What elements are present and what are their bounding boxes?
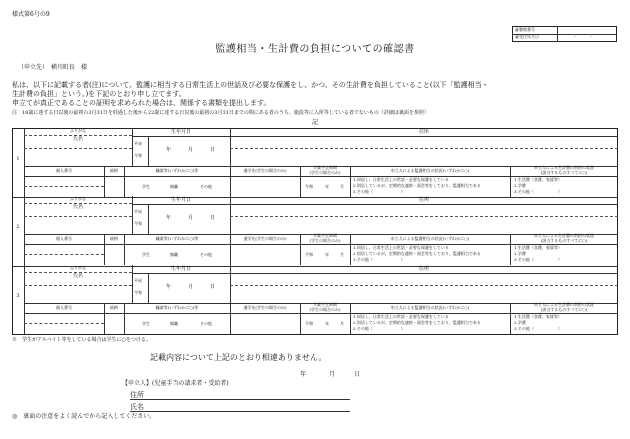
- relation-label: 続柄: [110, 235, 118, 241]
- name-label: 氏名: [72, 204, 83, 210]
- row-number: 1: [16, 156, 20, 162]
- date-day: 日: [354, 371, 361, 378]
- confirm-statement: 記載内容について上記のとおり相違ありません。: [150, 353, 327, 362]
- grad-reiwa: 令和: [305, 183, 313, 189]
- burden-option-1[interactable]: 1.生活費（食費、家賃等）: [514, 244, 562, 250]
- birthdate-label: 生年月日: [170, 197, 191, 203]
- birth-year-unit: 年: [166, 284, 172, 290]
- addressee: （申立先） 横川町長 様: [18, 64, 88, 71]
- grad-reiwa: 令和: [305, 251, 313, 257]
- burden-option-1[interactable]: 1.生活費（食費、家賃等）: [514, 176, 562, 182]
- grad-month-unit: 月: [340, 320, 344, 326]
- era-heisei: 平成: [134, 140, 142, 146]
- birth-month-unit: 月: [188, 215, 194, 221]
- era-reiwa: 令和: [134, 152, 142, 158]
- row-number: 2: [16, 224, 20, 230]
- furigana-label: ふりがな: [70, 128, 86, 134]
- burden-label: 申立人による生計費の負担の状況 (該当するものすべてに○): [534, 302, 594, 312]
- occupation-unemployed[interactable]: 無職: [170, 320, 178, 326]
- occupation-label: 職業等(いずれかに○)等: [155, 304, 199, 310]
- grad-month-unit: 月: [340, 251, 344, 257]
- era-heisei: 平成: [134, 277, 142, 283]
- graduation-label: 卒業予定時期 (学生の場合のみ): [309, 165, 341, 175]
- name-label: 氏名: [72, 136, 83, 142]
- custody-option-2[interactable]: 2.別居しているが、定期的な連絡・面会等をしており、監護相当である: [353, 319, 481, 325]
- grad-year-unit: 年: [325, 320, 329, 326]
- furigana-label: ふりがな: [70, 265, 86, 271]
- occupation-label: 職業等(いずれかに○)等: [155, 235, 199, 241]
- occupation-student[interactable]: 学生: [142, 251, 150, 257]
- office-date-marks: ・ ・: [573, 34, 593, 39]
- birth-day-unit: 日: [210, 147, 216, 153]
- applicant-address-field[interactable]: [130, 391, 350, 400]
- grad-reiwa: 令和: [305, 320, 313, 326]
- burden-option-2[interactable]: 2.学費: [514, 182, 526, 188]
- custody-option-3[interactable]: 3.その他（ ）: [353, 325, 405, 331]
- burden-option-3[interactable]: 3.その他（ ）: [514, 188, 562, 194]
- grad-month-unit: 月: [340, 183, 344, 189]
- era-heisei: 平成: [134, 208, 142, 214]
- birth-year-unit: 年: [166, 215, 172, 221]
- birth-year-unit: 年: [166, 147, 172, 153]
- date-month: 月: [329, 371, 336, 378]
- applicant-address-label: 住所: [130, 391, 144, 399]
- custody-option-2[interactable]: 2.別居しているが、定期的な連絡・面会等をしており、監護相当である: [353, 250, 481, 256]
- applicant-name-label: 氏名: [130, 403, 144, 411]
- burden-option-1[interactable]: 1.生活費（食費、家賃等）: [514, 313, 562, 319]
- birth-day-unit: 日: [210, 215, 216, 221]
- burden-label: 申立人による生計費の負担の状況 (該当するものすべてに○): [534, 233, 594, 243]
- custody-label: 申立人による監護相当の状況(いずれかに○): [390, 235, 470, 241]
- custody-option-3[interactable]: 3.その他（ ）: [353, 256, 405, 262]
- occupation-label: 職業等(いずれかに○)等: [155, 167, 199, 173]
- person-block: [12, 265, 618, 334]
- form-code: 様式第6号の9: [12, 11, 50, 18]
- personal-number-label: 個人番号: [56, 167, 72, 173]
- occupation-unemployed[interactable]: 無職: [170, 251, 178, 257]
- school-label: 通学先(学生の場合のみ): [243, 304, 287, 310]
- footer-note: ◎ 裏面の注意をよく読んでから記入してください。: [12, 413, 156, 420]
- custody-option-1[interactable]: 1.同居し、日常生活上の世話・必要な保護をしている: [353, 244, 449, 250]
- office-date-label: 審受付年月日: [515, 34, 539, 39]
- burden-option-3[interactable]: 3.その他（ ）: [514, 325, 562, 331]
- birth-month-unit: 月: [188, 284, 194, 290]
- applicant-name-field[interactable]: [130, 403, 350, 412]
- personal-number-label: 個人番号: [56, 235, 72, 241]
- ki-mark: 記: [312, 119, 319, 126]
- custody-label: 申立人による監護相当の状況(いずれかに○): [390, 304, 470, 310]
- relation-label: 続柄: [110, 167, 118, 173]
- page-title: 監護相当・生計費の負担についての確認書: [215, 44, 415, 55]
- grad-year-unit: 年: [325, 183, 329, 189]
- custody-option-2[interactable]: 2.別居しているが、定期的な連絡・面会等をしており、監護相当である: [353, 182, 481, 188]
- relation-label: 続柄: [110, 304, 118, 310]
- era-reiwa: 令和: [134, 289, 142, 295]
- birth-day-unit: 日: [210, 284, 216, 290]
- name-label: 氏名: [72, 273, 83, 279]
- birthdate-label: 生年月日: [170, 129, 191, 135]
- school-label: 通学先(学生の場合のみ): [243, 167, 287, 173]
- intro-line-3: 申立てが真正であることの証明を求められた場合は、関係する書類を提出します。: [12, 99, 271, 107]
- address-label: 住所: [418, 197, 429, 203]
- burden-option-2[interactable]: 2.学費: [514, 319, 526, 325]
- intro-line-1: 私は、以下に記載する者(注)について、監護に相当する日常生活上の世話及び必要な保護をし、かつ、その生計費を負担していること(以下「監護相当・: [12, 81, 489, 89]
- office-number-label: 審整理番号: [515, 27, 535, 32]
- office-use-box: [512, 26, 617, 42]
- school-label: 通学先(学生の場合のみ): [243, 235, 287, 241]
- person-block: [12, 196, 618, 265]
- address-label: 住所: [418, 129, 429, 135]
- applicant-label: 【申立人】(児童手当の請求者・受給者): [122, 380, 229, 387]
- occupation-student[interactable]: 学生: [142, 320, 150, 326]
- custody-label: 申立人による監護相当の状況(いずれかに○): [390, 167, 470, 173]
- occupation-student[interactable]: 学生: [142, 183, 150, 189]
- custody-option-1[interactable]: 1.同居し、日常生活上の世話・必要な保護をしている: [353, 176, 449, 182]
- occupation-other[interactable]: その他: [200, 320, 212, 326]
- era-reiwa: 令和: [134, 220, 142, 226]
- occupation-unemployed[interactable]: 無職: [170, 183, 178, 189]
- occupation-other[interactable]: その他: [200, 251, 212, 257]
- date-year: 年: [300, 371, 307, 378]
- birth-month-unit: 月: [188, 147, 194, 153]
- custody-option-3[interactable]: 3.その他（ ）: [353, 188, 405, 194]
- occupation-other[interactable]: その他: [200, 183, 212, 189]
- row-number: 3: [16, 293, 20, 299]
- personal-number-label: 個人番号: [56, 304, 72, 310]
- address-label: 住所: [418, 266, 429, 272]
- person-block: [12, 128, 618, 197]
- burden-option-3[interactable]: 3.その他（ ）: [514, 256, 562, 262]
- burden-option-2[interactable]: 2.学費: [514, 250, 526, 256]
- burden-label: 申立人による生計費の負担の状況 (該当するものすべてに○): [534, 165, 594, 175]
- birthdate-label: 生年月日: [170, 266, 191, 272]
- graduation-label: 卒業予定時期 (学生の場合のみ): [309, 302, 341, 312]
- grad-year-unit: 年: [325, 251, 329, 257]
- graduation-label: 卒業予定時期 (学生の場合のみ): [309, 233, 341, 243]
- furigana-label: ふりがな: [70, 196, 86, 202]
- eligibility-note: 注 18歳に達する日以後の最初の3月31日を経過した後から22歳に達する日以後の最初の3月31日までの間にある者のうち、施設等に入所等している者でないもの（詳細は裏面を参照）: [12, 110, 429, 116]
- student-note: ※ 学生がアルバイト等をしている場合は学生に○をつける。: [12, 337, 151, 343]
- custody-option-1[interactable]: 1.同居し、日常生活上の世話・必要な保護をしている: [353, 313, 449, 319]
- intro-line-2: 生計費の負担」という。)を下記のとおり申し立てます。: [12, 90, 186, 98]
